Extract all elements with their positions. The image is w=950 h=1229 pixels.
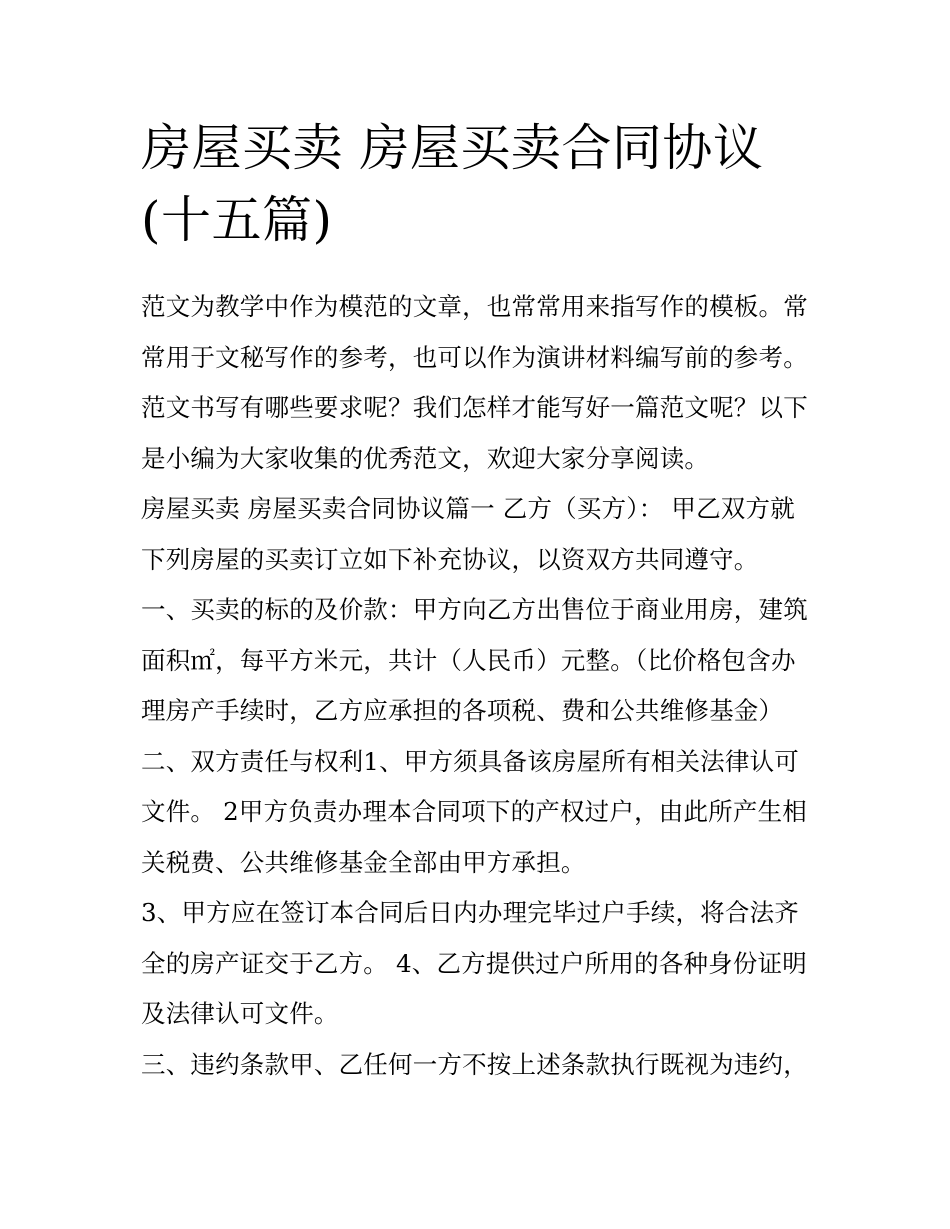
title-line-1: 房屋买卖 房屋买卖合同协议 — [141, 119, 764, 177]
body-line-9: 理房产手续时，乙方应承担的各项税、费和公共维修基金） — [141, 696, 784, 725]
body-line-7: 一、买卖的标的及价款：甲方向乙方出售位于商业用房，建筑 — [141, 595, 808, 624]
body-line-14: 全的房产证交于乙方。 4、乙方提供过户所用的各种身份证明 — [141, 948, 807, 978]
title-line-2: (十五篇) — [141, 191, 333, 249]
document-content — [141, 112, 821, 1090]
body-line-15: 及法律认可文件。 — [141, 999, 339, 1028]
body-line-11: 文件。 2甲方负责办理本合同项下的产权过户，由此所产生相 — [141, 797, 807, 826]
body-line-1: 范文为教学中作为模范的文章，也常常用来指写作的模板。常 — [141, 292, 808, 321]
body-line-2: 常用于文秘写作的参考，也可以作为演讲材料编写前的参考。 — [141, 342, 808, 372]
body-line-12: 关税费、公共维修基金全部由甲方承担。 — [141, 847, 586, 877]
document-title — [141, 112, 821, 256]
body-line-13: 3、甲方应在签订本合同后日内办理完毕过户手续，将合法齐 — [141, 898, 799, 927]
body-line-16: 三、违约条款甲、乙任何一方不按上述条款执行既视为违约， — [141, 1049, 808, 1079]
body-line-6: 下列房屋的买卖订立如下补充协议，以资双方共同遵守。 — [141, 544, 759, 574]
body-line-3: 范文书写有哪些要求呢？我们怎样才能写好一篇范文呢？以下 — [141, 393, 808, 422]
body-line-8: 面积㎡，每平方米元，共计（人民币）元整。（比价格包含办 — [141, 645, 796, 675]
body-line-4: 是小编为大家收集的优秀范文，欢迎大家分享阅读。 — [141, 443, 710, 473]
body-line-10: 二、双方责任与权利1、甲方须具备该房屋所有相关法律认可 — [141, 746, 799, 776]
document-body — [141, 282, 821, 1090]
body-line-5: 房屋买卖 房屋买卖合同协议篇一 乙方（买方）： 甲乙双方就 — [141, 494, 795, 523]
